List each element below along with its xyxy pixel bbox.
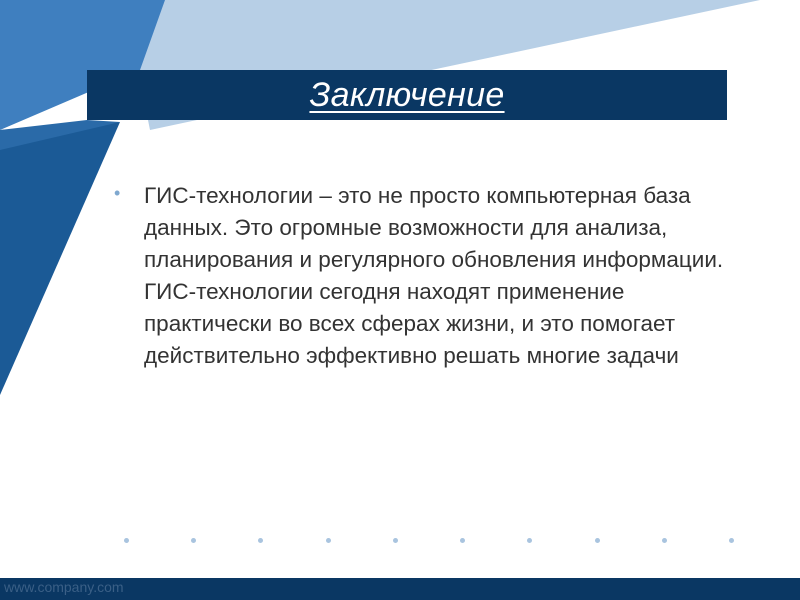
decor-dot	[393, 538, 398, 543]
body-paragraph: ГИС-технологии – это не просто компьютерная база данных. Это огромные возможности для анализа, планирования и регулярного обновления информации. ГИС-технологии сегодня находят применение практически во всех сферах жизни, и это помогает действительно эффективно решать многие задачи	[144, 183, 724, 368]
decor-dark-wedge	[0, 122, 120, 395]
decor-dot	[527, 538, 532, 543]
decor-dot	[124, 538, 129, 543]
decor-dot	[662, 538, 667, 543]
decor-dot	[595, 538, 600, 543]
footer-bar	[0, 578, 800, 600]
decor-dot	[326, 538, 331, 543]
decor-dot	[460, 538, 465, 543]
decor-dot	[191, 538, 196, 543]
bullet-dot-icon: •	[114, 183, 121, 203]
footer-watermark: www.company.com	[4, 579, 124, 595]
decor-dot	[258, 538, 263, 543]
slide-title: Заключение	[309, 75, 505, 114]
title-bar	[87, 70, 727, 120]
decorative-dots-row	[124, 538, 734, 546]
decor-dot	[729, 538, 734, 543]
content-block	[114, 180, 744, 372]
